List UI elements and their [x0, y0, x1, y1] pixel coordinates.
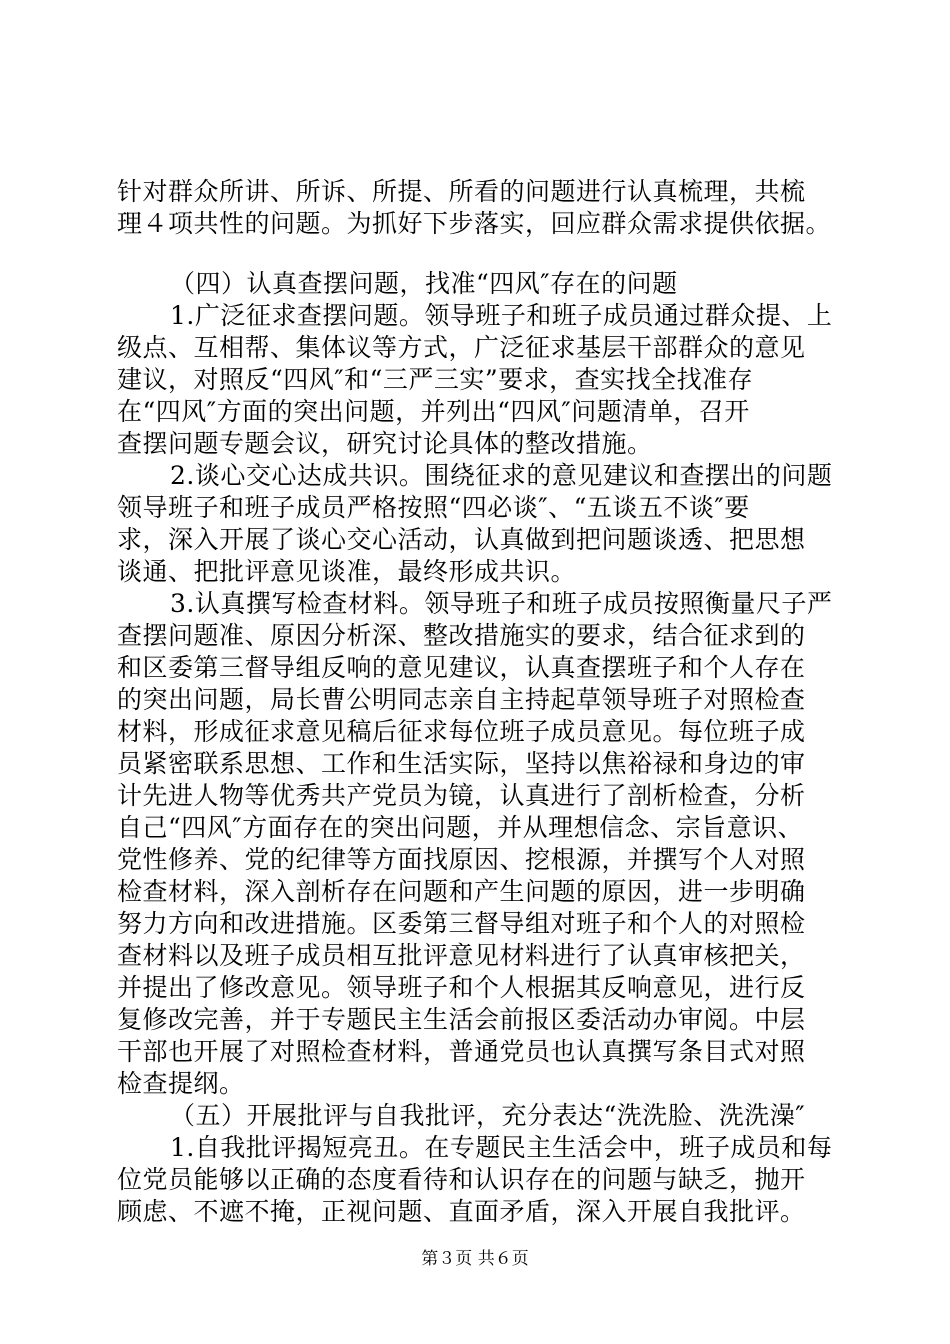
- text-line: 领导班子和班子成员严格按照“四必谈″、“五谈五不谈″要: [117, 493, 750, 522]
- text-line: 查材料以及班子成员相互批评意见材料进行了认真审核把关，: [117, 941, 806, 970]
- text-line: 检查材料，深入剖析存在问题和产生问题的原因，进一步明确: [117, 877, 806, 906]
- text-line: 并提出了修改意见。领导班子和个人根据其反响意见，进行反: [117, 973, 806, 1002]
- section-heading: （四）认真查摆问题，找准“四风″存在的问题: [170, 269, 678, 298]
- text-line: 和区委第三督导组反响的意见建议，认真查摆班子和个人存在: [117, 653, 806, 682]
- text-line: 在“四风″方面的突出问题，并列出“四风″问题清单，召开: [117, 397, 750, 426]
- text-line: 理４项共性的问题。为抓好下步落实，回应群众需求提供依据。: [117, 209, 832, 238]
- text-line: 3.认真撰写检查材料。领导班子和班子成员按照衡量尺子严: [170, 589, 833, 618]
- text-line: 材料，形成征求意见稿后征求每位班子成员意见。每位班子成: [117, 717, 806, 746]
- text-line: 努力方向和改进措施。区委第三督导组对班子和个人的对照检: [117, 909, 806, 938]
- text-line: 查摆问题准、原因分析深、整改措施实的要求，结合征求到的: [117, 621, 806, 650]
- text-line: 干部也开展了对照检查材料，普通党员也认真撰写条目式对照: [117, 1037, 806, 1066]
- text-line: 求，深入开展了谈心交心活动，认真做到把问题谈透、把思想: [117, 525, 806, 554]
- text-line: 的突出问题，局长曹公明同志亲自主持起草领导班子对照检查: [117, 685, 806, 714]
- text-line: 员紧密联系思想、工作和生活实际，坚持以焦裕禄和身边的审: [117, 749, 806, 778]
- section-heading: （五）开展批评与自我批评，充分表达“洗洗脸、洗洗澡″: [170, 1101, 806, 1130]
- text-line: 1.自我批评揭短亮丑。在专题民主生活会中，班子成员和每: [170, 1133, 833, 1162]
- text-line: 位党员能够以正确的态度看待和认识存在的问题与缺乏，抛开: [117, 1165, 806, 1194]
- text-line: 级点、互相帮、集体议等方式，广泛征求基层干部群众的意见: [117, 333, 806, 362]
- text-line: 顾虑、不遮不掩，正视问题、直面矛盾，深入开展自我批评。: [117, 1197, 806, 1226]
- page-number-footer: 第３页 共６页: [421, 1249, 529, 1269]
- text-line: 建议，对照反“四风″和“三严三实”要求，查实找全找准存: [117, 365, 754, 394]
- text-line: 2.谈心交心达成共识。围绕征求的意见建议和查摆出的问题: [170, 461, 833, 490]
- text-line: 谈通、把批评意见谈准，最终形成共识。: [117, 557, 577, 586]
- text-line: 检查提纲。: [117, 1069, 245, 1098]
- text-line: 党性修养、党的纪律等方面找原因、挖根源，并撰写个人对照: [117, 845, 806, 874]
- text-line: 自己“四风″方面存在的突出问题，并从理想信念、宗旨意识、: [117, 813, 804, 842]
- text-line: 针对群众所讲、所诉、所提、所看的问题进行认真梳理，共梳: [117, 177, 806, 206]
- text-line: 计先进人物等优秀共产党员为镜，认真进行了剖析检查，分析: [117, 781, 806, 810]
- text-line: 1.广泛征求查摆问题。领导班子和班子成员通过群众提、上: [170, 301, 833, 330]
- text-line: 复修改完善，并于专题民主生活会前报区委活动办审阅。中层: [117, 1005, 806, 1034]
- text-line: 查摆问题专题会议，研究讨论具体的整改措施。: [117, 429, 653, 458]
